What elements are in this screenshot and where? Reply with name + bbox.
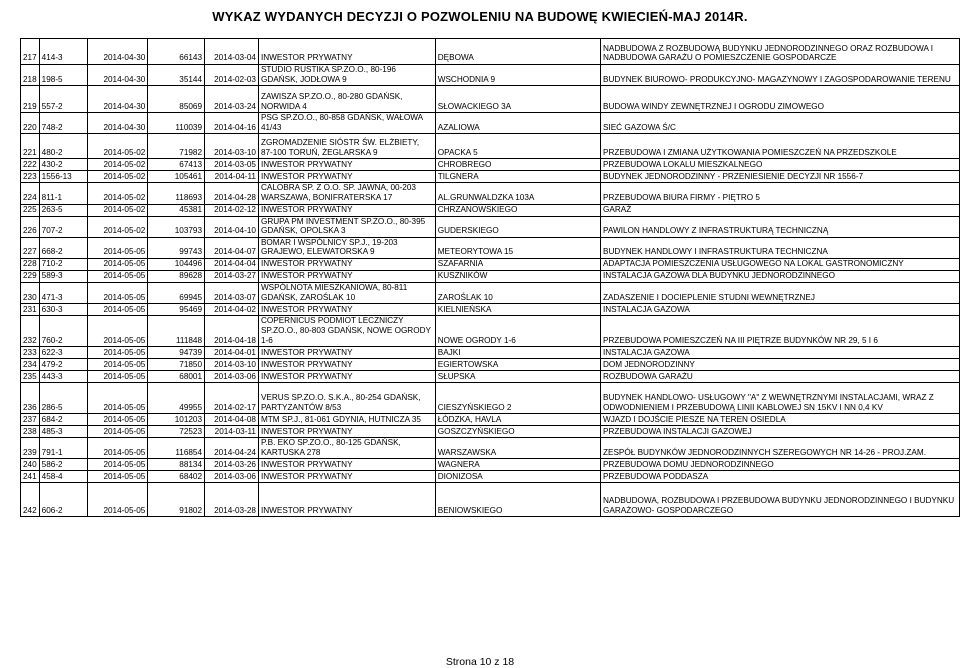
cell-case-number: 198-5 (39, 65, 87, 86)
cell-investor: INWESTOR PRYWATNY (258, 483, 435, 517)
cell-lp: 235 (21, 371, 40, 383)
cell-lp: 227 (21, 237, 40, 258)
cell-reference-number: 71982 (148, 134, 205, 159)
cell-location: ŁÓDZKA, HAVLA (435, 414, 600, 426)
cell-case-number: 622-3 (39, 347, 87, 359)
cell-description: PRZEBUDOWA POMIESZCZEŃ NA III PIĘTRZE BUDYNKÓW NR 29, 5 I 6 (600, 316, 959, 347)
cell-investor: BOMAR I WSPÓLNICY SP.J., 19-203 GRAJEWO, ELEWATORSKA 9 (258, 237, 435, 258)
cell-reference-number: 71850 (148, 359, 205, 371)
cell-decision-date: 2014-03-06 (205, 371, 259, 383)
cell-description: ROZBUDOWA GARAŻU (600, 371, 959, 383)
cell-investor: INWESTOR PRYWATNY (258, 426, 435, 438)
cell-description: BUDYNEK BIUROWO- PRODUKCYJNO- MAGAZYNOWY I ZAGOSPODAROWANIE TERENU (600, 65, 959, 86)
cell-decision-date: 2014-04-11 (205, 171, 259, 183)
cell-description: ZADASZENIE I DOCIEPLENIE STUDNI WEWNĘTRZNEJ (600, 282, 959, 303)
cell-filing-date: 2014-05-05 (87, 359, 148, 371)
cell-lp: 241 (21, 471, 40, 483)
cell-description: PRZEBUDOWA DOMU JEDNORODZINNEGO (600, 459, 959, 471)
cell-case-number: 414-3 (39, 39, 87, 65)
cell-case-number: 479-2 (39, 359, 87, 371)
cell-reference-number: 101203 (148, 414, 205, 426)
cell-description: GARAŻ (600, 204, 959, 216)
cell-location: EGIERTOWSKA (435, 359, 600, 371)
cell-investor: INWESTOR PRYWATNY (258, 459, 435, 471)
cell-investor: GRUPA PM INVESTMENT SP.ZO.O., 80-395 GDAŃSK, OPOLSKA 3 (258, 216, 435, 237)
cell-investor: WSPÓLNOTA MIESZKANIOWA, 80-811 GDAŃSK, ZAROŚLAK 10 (258, 282, 435, 303)
cell-investor: P.B. EKO SP.ZO.O., 80-125 GDAŃSK, KARTUSKA 278 (258, 438, 435, 459)
table-row (21, 237, 960, 258)
table-row (21, 438, 960, 459)
cell-lp: 237 (21, 414, 40, 426)
cell-location: NOWE OGRODY 1-6 (435, 316, 600, 347)
cell-investor: INWESTOR PRYWATNY (258, 159, 435, 171)
cell-location: CIESZYŃSKIEGO 2 (435, 383, 600, 414)
cell-description: NADBUDOWA Z ROZBUDOWĄ BUDYNKU JEDNORODZINNEGO ORAZ ROZBUDOWA I NADBUDOWA GARAŻU O POMIESZCZENIE GOSPODARCZE (600, 39, 959, 65)
cell-lp: 224 (21, 183, 40, 204)
cell-lp: 242 (21, 483, 40, 517)
cell-lp: 226 (21, 216, 40, 237)
cell-description: PRZEBUDOWA LOKALU MIESZKALNEGO (600, 159, 959, 171)
cell-decision-date: 2014-04-01 (205, 347, 259, 359)
cell-location: CHRZANOWSKIEGO (435, 204, 600, 216)
cell-investor: INWESTOR PRYWATNY (258, 371, 435, 383)
table-row (21, 316, 960, 347)
cell-decision-date: 2014-04-04 (205, 258, 259, 270)
cell-case-number: 748-2 (39, 113, 87, 134)
cell-filing-date: 2014-05-02 (87, 204, 148, 216)
cell-reference-number: 49955 (148, 383, 205, 414)
cell-description: DOM JEDNORODZINNY (600, 359, 959, 371)
cell-filing-date: 2014-05-05 (87, 371, 148, 383)
cell-decision-date: 2014-03-04 (205, 39, 259, 65)
cell-location: TILGNERA (435, 171, 600, 183)
cell-lp: 225 (21, 204, 40, 216)
cell-lp: 231 (21, 304, 40, 316)
cell-location: SŁOWACKIEGO 3A (435, 86, 600, 113)
cell-decision-date: 2014-04-10 (205, 216, 259, 237)
cell-filing-date: 2014-05-05 (87, 438, 148, 459)
cell-decision-date: 2014-03-26 (205, 459, 259, 471)
table-row (21, 371, 960, 383)
table-row (21, 426, 960, 438)
cell-investor: MTM SP.J., 81-061 GDYNIA, HUTNICZA 35 (258, 414, 435, 426)
cell-filing-date: 2014-04-30 (87, 39, 148, 65)
table-row (21, 258, 960, 270)
cell-reference-number: 85069 (148, 86, 205, 113)
cell-decision-date: 2014-04-08 (205, 414, 259, 426)
cell-location: DIONIZOSA (435, 471, 600, 483)
cell-location: DĘBOWA (435, 39, 600, 65)
cell-description: BUDOWA WINDY ZEWNĘTRZNEJ I OGRODU ZIMOWEGO (600, 86, 959, 113)
cell-decision-date: 2014-03-11 (205, 426, 259, 438)
cell-filing-date: 2014-05-02 (87, 159, 148, 171)
cell-case-number: 811-1 (39, 183, 87, 204)
cell-lp: 217 (21, 39, 40, 65)
cell-description: NADBUDOWA, ROZBUDOWA I PRZEBUDOWA BUDYNKU JEDNORODZINNEGO I BUDYNKU GARAŻOWO- GOSPODARCZEGO (600, 483, 959, 517)
table-row (21, 414, 960, 426)
cell-case-number: 430-2 (39, 159, 87, 171)
cell-filing-date: 2014-05-05 (87, 426, 148, 438)
cell-case-number: 557-2 (39, 86, 87, 113)
cell-description: PRZEBUDOWA BIURA FIRMY - PIĘTRO 5 (600, 183, 959, 204)
cell-filing-date: 2014-05-05 (87, 258, 148, 270)
cell-reference-number: 35144 (148, 65, 205, 86)
cell-description: ADAPTACJA POMIESZCZENIA USŁUGOWEGO NA LOKAL GASTRONOMICZNY (600, 258, 959, 270)
cell-location: OPACKA 5 (435, 134, 600, 159)
cell-decision-date: 2014-03-10 (205, 134, 259, 159)
cell-description: SIEĆ GAZOWA Ś/C (600, 113, 959, 134)
cell-lp: 232 (21, 316, 40, 347)
cell-case-number: 630-3 (39, 304, 87, 316)
cell-reference-number: 94739 (148, 347, 205, 359)
cell-filing-date: 2014-05-05 (87, 483, 148, 517)
cell-lp: 230 (21, 282, 40, 303)
cell-investor: INWESTOR PRYWATNY (258, 347, 435, 359)
cell-location: KUSZNIKÓW (435, 270, 600, 282)
cell-lp: 218 (21, 65, 40, 86)
cell-filing-date: 2014-05-05 (87, 282, 148, 303)
cell-case-number: 471-3 (39, 282, 87, 303)
table-row (21, 65, 960, 86)
cell-description: BUDYNEK JEDNORODZINNY - PRZENIESIENIE DECYZJI NR 1556-7 (600, 171, 959, 183)
table-row (21, 459, 960, 471)
cell-lp: 233 (21, 347, 40, 359)
cell-reference-number: 116854 (148, 438, 205, 459)
cell-filing-date: 2014-04-30 (87, 113, 148, 134)
cell-investor: ZGROMADZENIE SIÓSTR ŚW. ELŻBIETY, 87-100 TORUŃ, ŻEGLARSKA 9 (258, 134, 435, 159)
cell-investor: INWESTOR PRYWATNY (258, 258, 435, 270)
cell-case-number: 668-2 (39, 237, 87, 258)
cell-filing-date: 2014-05-05 (87, 383, 148, 414)
cell-filing-date: 2014-04-30 (87, 65, 148, 86)
cell-description: WJAZD I DOJŚCIE PIESZE NA TEREN OSIEDLA (600, 414, 959, 426)
cell-investor: STUDIO RUSTIKA SP.ZO.O., 80-196 GDAŃSK, JODŁOWA 9 (258, 65, 435, 86)
cell-decision-date: 2014-02-17 (205, 383, 259, 414)
cell-location: BAJKI (435, 347, 600, 359)
cell-decision-date: 2014-03-10 (205, 359, 259, 371)
cell-location: CHROBREGO (435, 159, 600, 171)
cell-decision-date: 2014-04-07 (205, 237, 259, 258)
cell-investor: ZAWISZA SP.ZO.O., 80-280 GDAŃSK, NORWIDA 4 (258, 86, 435, 113)
table-row (21, 159, 960, 171)
cell-filing-date: 2014-05-02 (87, 171, 148, 183)
cell-investor: VERUS SP.ZO.O. S.K.A., 80-254 GDAŃSK, PARTYZANTÓW 8/53 (258, 383, 435, 414)
cell-decision-date: 2014-03-07 (205, 282, 259, 303)
cell-case-number: 707-2 (39, 216, 87, 237)
cell-lp: 223 (21, 171, 40, 183)
cell-investor: INWESTOR PRYWATNY (258, 359, 435, 371)
cell-description: BUDYNEK HANDLOWO- USŁUGOWY "A" Z WEWNĘTRZNYMI INSTALACJAMI, WRAZ Z ODWODNIENIEM I PRZEBUDOWĄ LINII KABLOWEJ SN 15KV I NN 0,4 KV (600, 383, 959, 414)
cell-lp: 220 (21, 113, 40, 134)
table-row (21, 304, 960, 316)
table-row (21, 347, 960, 359)
cell-case-number: 443-3 (39, 371, 87, 383)
cell-description: INSTALACJA GAZOWA (600, 347, 959, 359)
cell-reference-number: 110039 (148, 113, 205, 134)
cell-investor: CALOBRA SP. Z O.O. SP. JAWNA, 00-203 WARSZAWA, BONIFRATERSKA 17 (258, 183, 435, 204)
cell-decision-date: 2014-04-24 (205, 438, 259, 459)
cell-lp: 228 (21, 258, 40, 270)
cell-investor: INWESTOR PRYWATNY (258, 204, 435, 216)
cell-reference-number: 103793 (148, 216, 205, 237)
cell-filing-date: 2014-05-05 (87, 347, 148, 359)
cell-location: SZAFARNIA (435, 258, 600, 270)
cell-case-number: 263-5 (39, 204, 87, 216)
cell-investor: INWESTOR PRYWATNY (258, 471, 435, 483)
cell-location: GOSZCZYŃSKIEGO (435, 426, 600, 438)
cell-decision-date: 2014-03-05 (205, 159, 259, 171)
cell-investor: INWESTOR PRYWATNY (258, 171, 435, 183)
cell-filing-date: 2014-05-05 (87, 304, 148, 316)
cell-lp: 229 (21, 270, 40, 282)
cell-location: AL.GRUNWALDZKA 103A (435, 183, 600, 204)
cell-investor: COPERNICUS PODMIOT LECZNICZY SP.ZO.O., 80-803 GDAŃSK, NOWE OGRODY 1-6 (258, 316, 435, 347)
cell-case-number: 791-1 (39, 438, 87, 459)
cell-reference-number: 68001 (148, 371, 205, 383)
cell-case-number: 684-2 (39, 414, 87, 426)
cell-reference-number: 91802 (148, 483, 205, 517)
cell-lp: 236 (21, 383, 40, 414)
cell-reference-number: 88134 (148, 459, 205, 471)
cell-reference-number: 104496 (148, 258, 205, 270)
cell-reference-number: 95469 (148, 304, 205, 316)
cell-case-number: 589-3 (39, 270, 87, 282)
cell-investor: PSG SP.ZO.O., 80-858 GDAŃSK, WAŁOWA 41/43 (258, 113, 435, 134)
cell-reference-number: 99743 (148, 237, 205, 258)
cell-decision-date: 2014-04-28 (205, 183, 259, 204)
cell-description: BUDYNEK HANDLOWY I INFRASTRUKTURA TECHNICZNA (600, 237, 959, 258)
cell-reference-number: 66143 (148, 39, 205, 65)
cell-lp: 239 (21, 438, 40, 459)
cell-case-number: 1556-13 (39, 171, 87, 183)
table-row (21, 383, 960, 414)
permit-decisions-table (20, 38, 960, 517)
cell-location: KIELNIEŃSKA (435, 304, 600, 316)
cell-case-number: 760-2 (39, 316, 87, 347)
cell-reference-number: 111848 (148, 316, 205, 347)
cell-reference-number: 69945 (148, 282, 205, 303)
cell-reference-number: 45381 (148, 204, 205, 216)
cell-decision-date: 2014-04-18 (205, 316, 259, 347)
cell-lp: 234 (21, 359, 40, 371)
cell-filing-date: 2014-05-05 (87, 270, 148, 282)
table-row (21, 270, 960, 282)
cell-description: INSTALACJA GAZOWA (600, 304, 959, 316)
cell-lp: 219 (21, 86, 40, 113)
table-row (21, 204, 960, 216)
cell-description: PRZEBUDOWA I ZMIANA UŻYTKOWANIA POMIESZCZEŃ NA PRZEDSZKOLE (600, 134, 959, 159)
cell-location: WSCHODNIA 9 (435, 65, 600, 86)
cell-case-number: 485-3 (39, 426, 87, 438)
cell-reference-number: 68402 (148, 471, 205, 483)
table-row (21, 86, 960, 113)
cell-reference-number: 118693 (148, 183, 205, 204)
cell-location: BENIOWSKIEGO (435, 483, 600, 517)
cell-description: PAWILON HANDLOWY Z INFRASTRUKTURĄ TECHNICZNĄ (600, 216, 959, 237)
cell-filing-date: 2014-05-05 (87, 237, 148, 258)
cell-case-number: 480-2 (39, 134, 87, 159)
table-row (21, 471, 960, 483)
table-row (21, 39, 960, 65)
cell-filing-date: 2014-04-30 (87, 86, 148, 113)
cell-filing-date: 2014-05-02 (87, 183, 148, 204)
cell-description: ZESPÓŁ BUDYNKÓW JEDNORODZINNYCH SZEREGOWYCH NR 14-26 - PROJ.ZAM. (600, 438, 959, 459)
cell-decision-date: 2014-03-24 (205, 86, 259, 113)
cell-location: WAGNERA (435, 459, 600, 471)
cell-case-number: 458-4 (39, 471, 87, 483)
table-row (21, 134, 960, 159)
cell-decision-date: 2014-03-06 (205, 471, 259, 483)
cell-lp: 221 (21, 134, 40, 159)
cell-reference-number: 67413 (148, 159, 205, 171)
cell-filing-date: 2014-05-02 (87, 216, 148, 237)
cell-case-number: 606-2 (39, 483, 87, 517)
cell-filing-date: 2014-05-05 (87, 316, 148, 347)
cell-location: ZAROŚLAK 10 (435, 282, 600, 303)
cell-lp: 240 (21, 459, 40, 471)
cell-location: SŁUPSKA (435, 371, 600, 383)
cell-investor: INWESTOR PRYWATNY (258, 270, 435, 282)
page-number: Strona 10 z 18 (445, 656, 515, 668)
cell-investor: INWESTOR PRYWATNY (258, 39, 435, 65)
cell-case-number: 586-2 (39, 459, 87, 471)
table-row (21, 483, 960, 517)
cell-location: AZALIOWA (435, 113, 600, 134)
cell-investor: INWESTOR PRYWATNY (258, 304, 435, 316)
cell-description: INSTALACJA GAZOWA DLA BUDYNKU JEDNORODZINNEGO (600, 270, 959, 282)
table-row (21, 359, 960, 371)
cell-reference-number: 105461 (148, 171, 205, 183)
cell-decision-date: 2014-03-27 (205, 270, 259, 282)
table-row (21, 113, 960, 134)
cell-filing-date: 2014-05-05 (87, 459, 148, 471)
cell-description: PRZEBUDOWA INSTALACJI GAZOWEJ (600, 426, 959, 438)
cell-location: GUDERSKIEGO (435, 216, 600, 237)
table-row (21, 216, 960, 237)
cell-lp: 222 (21, 159, 40, 171)
cell-description: PRZEBUDOWA PODDASZA (600, 471, 959, 483)
cell-filing-date: 2014-05-05 (87, 414, 148, 426)
table-row (21, 183, 960, 204)
cell-location: METEORYTOWA 15 (435, 237, 600, 258)
cell-decision-date: 2014-04-16 (205, 113, 259, 134)
cell-reference-number: 72523 (148, 426, 205, 438)
cell-decision-date: 2014-04-02 (205, 304, 259, 316)
cell-decision-date: 2014-02-12 (205, 204, 259, 216)
page-title: WYKAZ WYDANYCH DECYZJI O POZWOLENIU NA BUDOWĘ KWIECIEŃ-MAJ 2014R. (212, 9, 748, 24)
cell-filing-date: 2014-05-05 (87, 471, 148, 483)
cell-decision-date: 2014-03-28 (205, 483, 259, 517)
cell-case-number: 286-5 (39, 383, 87, 414)
cell-location: WARSZAWSKA (435, 438, 600, 459)
cell-decision-date: 2014-02-03 (205, 65, 259, 86)
cell-reference-number: 89628 (148, 270, 205, 282)
table-row (21, 171, 960, 183)
cell-case-number: 710-2 (39, 258, 87, 270)
table-row (21, 282, 960, 303)
cell-filing-date: 2014-05-02 (87, 134, 148, 159)
cell-lp: 238 (21, 426, 40, 438)
